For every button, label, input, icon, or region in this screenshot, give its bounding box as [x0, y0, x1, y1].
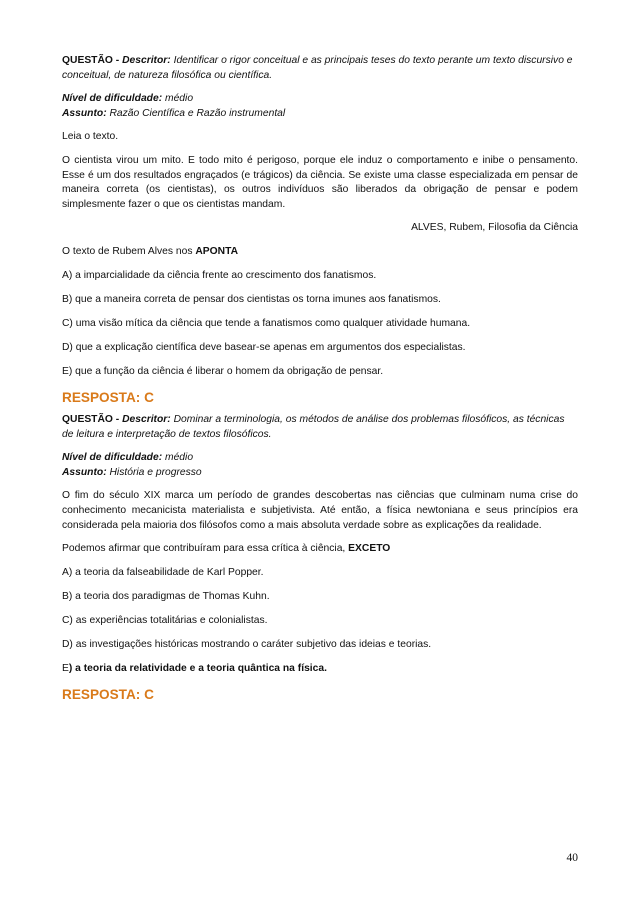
q1-header-label: QUESTÃO - [62, 55, 123, 66]
q1-descriptor-label: Descritor: [122, 55, 171, 66]
q1-meta [62, 92, 578, 121]
q2-subject-label: Assunto: [62, 466, 107, 478]
q2-header-label: QUESTÃO - [62, 414, 123, 425]
q2-difficulty-label: Nível de dificuldade: [62, 452, 163, 464]
q1-reference: ALVES, Rubem, Filosofia da Ciência [411, 222, 578, 234]
q1-option-d: D) que a explicação científica deve basear-se apenas em argumentos dos especialistas. [62, 341, 466, 353]
q2-option-e-letter: E [62, 663, 69, 675]
q2-descriptor-label: Descritor: [122, 414, 171, 425]
q2-descriptor-text: Dominar a terminologia, os métodos de análise dos problemas filosóficos, as técnicas de leitura e interpretação de textos filosóficos. [62, 414, 565, 440]
q1-passage: O cientista virou um mito. E todo mito é perigoso, porque ele induz o comportamento e inibe o pensamento. Esse é um dos resultados engraçados (e trágicos) da ciência. Se existe uma classe especializada em pensar de maneira correta (os cientistas), os outros indivíduos são liberados da obrigação de pensar e podem simplesmente fazer o que os cientistas mandam. [62, 154, 578, 210]
q1-answer: RESPOSTA: C [62, 390, 154, 405]
q2-header [62, 413, 578, 442]
document-page [62, 54, 578, 710]
q2-prompt-keyword: EXCETO [348, 543, 391, 555]
q1-subject-value: Razão Científica e Razão instrumental [106, 107, 286, 119]
q1-prompt-text: O texto de Rubem Alves nos [62, 245, 196, 257]
q1-intro: Leia o texto. [62, 131, 119, 143]
q2-option-e [62, 662, 578, 677]
q1-option-e: E) que a função da ciência é liberar o homem da obrigação de pensar. [62, 365, 384, 377]
q2-difficulty-value: médio [162, 452, 194, 464]
q1-header [62, 54, 578, 83]
page-number: 40 [566, 852, 578, 864]
q1-prompt-keyword: APONTA [195, 245, 239, 257]
q2-option-a: A) a teoria da falseabilidade de Karl Popper. [62, 566, 264, 578]
q1-prompt [62, 245, 578, 260]
q2-option-b: B) a teoria dos paradigmas de Thomas Kuhn. [62, 590, 270, 602]
q1-option-b: B) que a maneira correta de pensar dos cientistas os torna imunes aos fanatismos. [62, 293, 441, 305]
q1-difficulty-value: médio [162, 93, 194, 105]
q1-option-a: A) a imparcialidade da ciência frente ao crescimento dos fanatismos. [62, 269, 377, 281]
q2-subject-value: História e progresso [106, 466, 202, 478]
q1-descriptor-text: Identificar o rigor conceitual e as principais teses do texto perante um texto discursivo e conceitual, de natureza filosófica ou científica. [62, 55, 573, 81]
q1-subject-label: Assunto: [62, 107, 107, 119]
q1-option-c: C) uma visão mítica da ciência que tende a fanatismos como qualquer atividade humana. [62, 317, 471, 329]
q2-passage: O fim do século XIX marca um período de grandes descobertas nas ciências que culminam numa crise do conhecimento mecanicista materialista e subjetivista. Até então, a física newtoniana e seus princípios era considerada pela maioria dos filósofos como a mais absoluta verdade sobre as explicações da realidade. [62, 490, 578, 531]
q2-prompt [62, 542, 578, 557]
q2-prompt-text: Podemos afirmar que contribuíram para essa crítica à ciência, [62, 543, 349, 555]
q1-difficulty-label: Nível de dificuldade: [62, 93, 163, 105]
q2-answer: RESPOSTA: C [62, 687, 154, 703]
q2-option-c: C) as experiências totalitárias e colonialistas. [62, 614, 268, 626]
q2-option-e-text: ) a teoria da relatividade e a teoria quântica na física. [68, 663, 327, 675]
q2-meta [62, 451, 578, 480]
q2-option-d: D) as investigações históricas mostrando o caráter subjetivo das ideias e teorias. [62, 639, 432, 651]
